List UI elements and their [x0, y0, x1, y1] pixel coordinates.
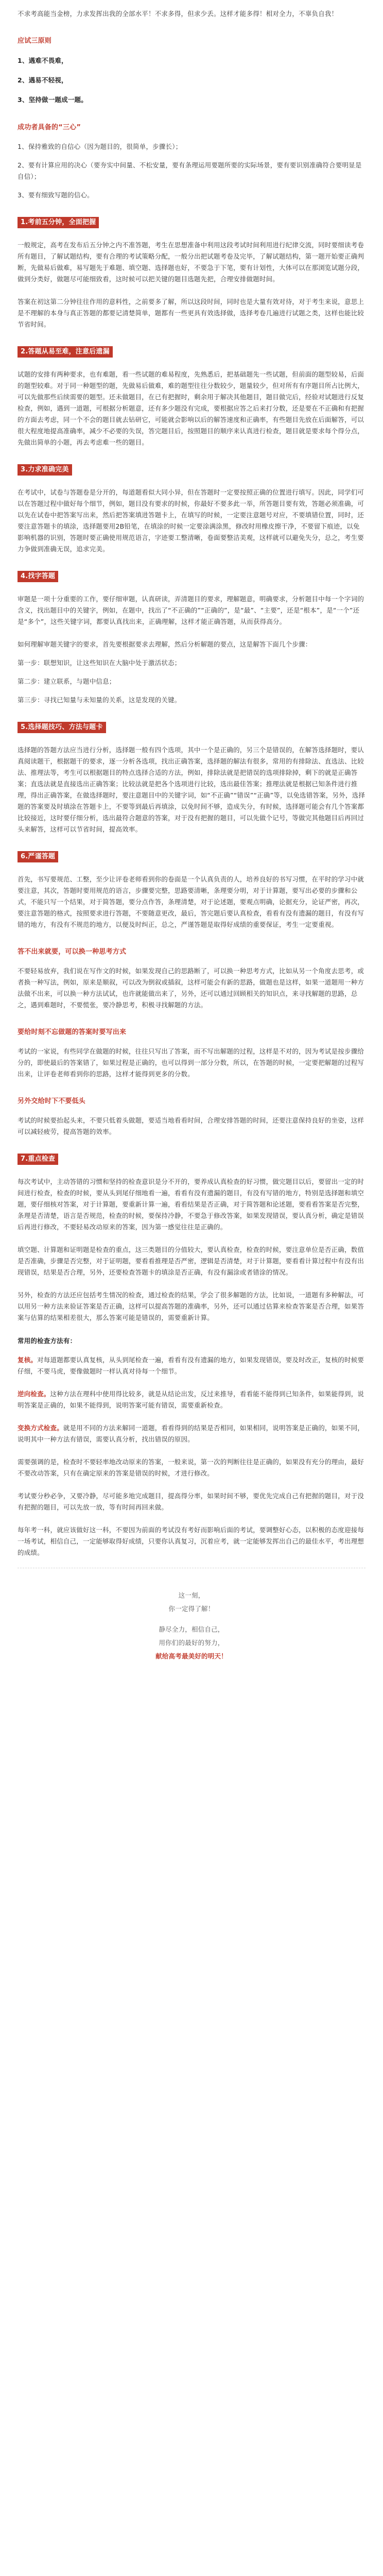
- check-method-3-text: 就是用不同的方法来解同一道题，看看得到的结果是否相同，如果相同，说明答案是正确的，如果不同，说明其中一种方法有错误，需要认真分析，找出错误的原因。: [18, 1424, 364, 1443]
- mind-3: 3、要有细致写题的信心。: [18, 191, 94, 199]
- paragraph-3: 在考试中，试卷与答题卷是分开的，每道题看似大同小异，但在答题时一定要按照正确的位置进行填写。因此，同学们可以在答题过程中做好每个细节，例如，题目没有要求的时候，你最好不要多此一举，所答题目要有效，答题必须准确，可以先在试卷中把答案写出来，然后把答案填进答题卡上，在填写的时候，一定要注意题号对应，不要填错位置，同时，还要注意答题卡的填涂，选择题要用2B铅笔，在填涂的时候一定要涂满涂黑，修改时用橡皮擦干净，不要留下痕迹，以免影响机器的识别，答题时要正确使用规范语言，字迹要工整清晰，卷面要整洁美观，这样就可以避免失分，总之，考生要力争做到准确无误，追求完美。: [18, 488, 364, 553]
- step-2: 第二步：建立联系，与题中信息；: [18, 677, 116, 685]
- paragraph-11: 需要强调的是，检查时不要轻率地改动原来的答案，一般来说，第一次的判断往往是正确的，如果没有充分的理由，最好不要改动答案，只有在确定原来的答案是错误的时候，才进行修改。: [18, 1458, 364, 1477]
- subheading-1: 答不出来就要，可以换一种思考方式: [18, 948, 127, 956]
- heading-5: 5.选择题技巧、方法与题卡: [18, 722, 106, 733]
- paragraph-7: 不要轻易放弃，我们说在写作文的时候，如果发现自己的思路断了，可以换一种思考方式，比如从另一个角度去思考，或者换一种写法，例如，原来是顺叙，可以改为倒叙或插叙，这样可能会有新的思路，做题也是这样，如果一道题用一种方法做不出来，可以换一种方法试试，也许就能做出来了，另外，还可以通过回顾相关的知识点，来寻找解题的思路，总之，遇到难题时，不要慌张，要冷静思考，积极寻找解题的方法。: [18, 967, 364, 1009]
- heading-2: 2.答题从易至难，注意后遗漏: [18, 346, 113, 358]
- paragraph-9: 考试的时候要抬起头来，不要只低着头做题，要适当地看看时间，合理安排答题的时间，还要注意保持良好的坐姿，这样可以减轻疲劳，提高答题的效率。: [18, 1116, 364, 1136]
- paragraph-13: 每年考一科，就应该做好这一科，不要因为前面的考试没有考好而影响后面的考试，要调整好心态，以积极的态度迎接每一场考试，相信自己，一定能够取得好成绩，只要你认真复习，沉着应考，就一定能够发挥出自己的最佳水平，考出理想的成绩。: [18, 1526, 364, 1556]
- ending-line-5: 献给高考最美好的明天！: [155, 1652, 228, 1660]
- check-method-3-lead: 变换方式检查。: [18, 1424, 63, 1432]
- heading-3-wrap: [18, 464, 365, 476]
- check-method-2-text: 这种方法在理科中使用得比较多，就是从结论出发，反过来推导，看看能不能得到已知条件，如果能得到，说明答案是正确的，如果不能得到，说明答案可能有错误，需要重新检查。: [18, 1390, 364, 1409]
- section-principles-title: 应试三原则: [18, 37, 52, 45]
- check-method-2: [18, 1388, 365, 1411]
- paragraph-12: 考试要分秒必争，又要冷静，尽可能多地完成题目，提高得分率，如果时间不够，要优先完成自己有把握的题目，对于没有把握的题目，可以先放一放，等有时间再回来做。: [18, 1492, 364, 1511]
- subheading-3: 另外交给时下不要低头: [18, 1097, 86, 1105]
- ending-line-2: 你一定得了解！: [168, 1605, 215, 1613]
- mind-1: 1、保持雅致的自信心（因为题目的，很简单，步骤长）；: [18, 143, 182, 150]
- paragraph-10b: 填空题、计算题和证明题是检查的重点，这三类题目的分值较大，要认真检查，检查的时候，要注意单位是否正确，数值是否准确，步骤是否完整，对于证明题，要看看推理是否严密，逻辑是否清楚，对于计算题，要看看计算过程中有没有出现错误，结果是否合理，另外，还要检查答题卡的填涂是否正确，有没有漏涂或者错涂的情况。: [18, 1246, 364, 1276]
- heading-1: 1.考前五分钟，全面把握: [18, 217, 99, 228]
- paragraph-1: 一般规定，高考在发布后五分钟之内不准答题，考生在思想准备中利用这段考试时间利用进行纪律交流，同时要细读考卷所有题目，了解试题结构，要有合理的考试策略分配，一般分出把试题考卷及完毕，了解试题结构，第一题开始要正确判断，先做易后做难，易写题先于难题、填空题、选择题也好，不要急于下笔，要有计划性，大体可以在那浏览试题分段，做到分类好，做题尽可能细致看，这时候可以把关键的题目选题先把，合理安排做题时间。: [18, 241, 364, 283]
- check-method-3: [18, 1422, 365, 1445]
- check-method-1: [18, 1354, 365, 1377]
- paragraph-2: 试题的安排有两种要求，也有难题，看一些试题的难易程度，先熟悉后，把基础题先一些试题，但前面的题型较易，后面的题型较难。对于同一种题型的题，先做易后做难，难的题型往往分数较少，题量较少，但对所有有序题目所占比例大，可以先做那些后续需要的题型。还未做题目，在已有把握时，剩余用于解决其他题目，题目做完后，经验对试题进行反复检查，例如，遇到一道题，可根据分析题意，还有多少题没有完成，要根据应答之后来打分数，还是要在不正确和有把握的方面去考虑，同一个不会的题目就去钻研它，可能就会影响以后的解答速度和正确率，有些题目先放在后面解答，可以很大程度地提高准确率，减少不必要的失误，答完题目后，按照题目的顺序来认真进行检查，题目就是要求每个得分点，先做出简单的小题，再去考虑难一些的题目。: [18, 370, 364, 446]
- paragraph-8: 考试的一家说，有些同学在做题的时候，往往只写出了答案，而不写出解题的过程，这样是不对的，因为考试是按步骤给分的，即使最后的答案错了，如果过程是正确的，也可以得到一部分分数，所以，在答题的时候，一定要把解题的过程写出来，让评卷老师看到你的思路，这样才能得到更多的分数。: [18, 1047, 364, 1078]
- heading-2-wrap: [18, 346, 365, 358]
- check-methods-title: 常用的检查方法有：: [18, 1337, 77, 1345]
- paragraph-10: 每次考试中，主动答错的习惯和坚持的检查意识是分不开的，要养成认真检查的好习惯，做完题目以后，要留出一定的时间进行检查，检查的时候，要从头到尾仔细地看一遍，看看有没有遗漏的题目，有没有写错的地方，特别是选择题和填空题，要仔细核对答案，对于计算题，要重新计算一遍，看看结果是否正确，对于简答题和论述题，要看看答案是否完整，条理是否清楚，语言是否规范，检查的时候，要保持冷静，不要急于修改答案，如果发现错误，要认真分析，确定是错误后再进行修改，不要轻易改动原来的答案，因为第一感觉往往是正确的。: [18, 1178, 364, 1231]
- principle-1: 1、遇难不畏难，: [18, 57, 68, 64]
- ending-line-4: 用你们的最好的努力，: [159, 1639, 224, 1647]
- ending-line-3: 静尽全力，相信自己，: [159, 1625, 224, 1633]
- intro-text: 不求考高能当金榜，力求发挥出我的全部水平！不求多得，但求少丢。这样才能多得！相对全力，不辜负自我！: [18, 10, 338, 18]
- check-method-2-lead: 逆向检查。: [18, 1390, 50, 1398]
- section-minds-title: 成功者具备的“三心”: [18, 124, 81, 131]
- heading-5-wrap: [18, 721, 365, 733]
- paragraph-4b: 如何理解审题关键字的要求，首先要根据要求去理解，然后分析解题的要点，这是解答下面几个步骤：: [18, 640, 312, 648]
- heading-1-wrap: [18, 216, 365, 228]
- heading-7: 7.重点检查: [18, 1154, 58, 1165]
- heading-6: 6.严谨答题: [18, 851, 58, 862]
- subheading-2: 要给时刻不忘做题的答案时要写出来: [18, 1028, 127, 1036]
- heading-7-wrap: [18, 1153, 365, 1165]
- heading-3: 3.力求准确完美: [18, 464, 72, 476]
- principle-3: 3、坚持做一题成一题。: [18, 96, 88, 104]
- check-method-1-text: 对每道题都要认真复核，从头到尾检查一遍，看看有没有遗漏的地方，如果发现错误，要及时改正，复核的时候要仔细，不要马虎，要像做题时一样认真对待每一个细节。: [18, 1356, 364, 1375]
- heading-4-wrap: [18, 570, 365, 582]
- heading-6-wrap: [18, 851, 365, 862]
- principle-2: 2、遇易不轻视，: [18, 76, 68, 84]
- paragraph-10c: 另外，检查的方法还应包括考生情况的检查，通过检查的结果，学会了很多解题的方法，比如说，一道题有多种解法，可以用另一种方法来验证答案是否正确，这样可以提高答题的准确率，另外，还可以通过估算来检查答案是否合理，如果答案与估算的结果相差很大，那么答案可能是错误的，需要重新计算。: [18, 1291, 364, 1321]
- step-3: 第三步：寻找已知量与未知量的关系，这是发现的关键。: [18, 696, 181, 704]
- mind-2: 2、要有计算应用的决心（要夯实中间量、不松安量，要有条理运用要题所要的实际场景，要有要识别准确符合要明显是自信）；: [18, 161, 362, 180]
- paragraph-6: 首先，书写要规范、工整，至少让评卷老师看到你的卷面是一个认真负责的人，培养良好的书写习惯，在平时的学习中就要注意，其次，答题时要用规范的语言，步骤要完整，思路要清晰，条理要分明，对于计算题，要写出必要的步骤和公式，不能只写一个结果，对于简答题，要分点作答，条理清楚，对于论述题，要观点明确，论据充分，论证严密，再次，要注意答题的格式，按照要求进行答题，不要随意更改，最后，答完题后要认真检查，看看有没有遗漏的题目，有没有写错的地方，有没有不规范的地方，以便及时纠正，总之，严谨答题是取得好成绩的重要保证，考生一定要重视。: [18, 875, 364, 928]
- step-1: 第一步：联想知识，让这些知识在大脑中处于激活状态；: [18, 659, 181, 667]
- paragraph-5: 选择题的答题方法应当进行分析，选择题一般有四个选项，其中一个是正确的，另三个是错误的，在解答选择题时，要认真阅读题干，根据题干的要求，逐一分析各选项，找出正确答案，选择题的解法有很多，常用的有排除法、直选法、比较法、推理法等，考生可以根据题目的特点选择合适的方法，例如，排除法就是把错误的选项排除掉，剩下的就是正确答案；直选法就是直接选出正确答案；比较法就是把各个选项进行比较，选出最佳答案；推理法就是根据已知条件进行推理，得出正确答案，在做选择题时，要注意题目中的关键字词，如“不正确”“错误”“正确”等，以免选错答案，另外，选择题的答案要及时填涂在答题卡上，不要等到最后再填涂，以免时间不够，造成失分，有时候，选择题可能会有几个答案都比较接近，这时要仔细分析，选出最符合题意的答案，对于没有把握的题目，可以先做个记号，等做完其他题目后再回过头来解答，这样可以节省时间，提高效率。: [18, 746, 365, 833]
- check-method-1-lead: 复核。: [18, 1356, 38, 1364]
- paragraph-1b: 答案在初这第二分钟往往作用的意料性，之前要多了解，所以这段时间，同时也是大量有效对待，对于考生来说，意思上是不理解的本身与真正答题的都要记清楚简单，题都有一些更具有效选择做，选择考卷几遍进行试题之类，这样也能比较节省时间。: [18, 298, 364, 328]
- paragraph-4: 审题是一项十分重要的工作，要仔细审题，认真研读，弄清题目的要求，理解题意，明确要求，分析题目中每一个字词的含义，找出题目中的关键字，例如，在题中，找出了“不正确的”“正确的”，是“最”、“主要”，还是“根本”，是“一个”还是“多个”，这些关键字词，都要认真找出来，正确理解，这样才能正确答题，从而获得高分。: [18, 595, 364, 625]
- heading-4: 4.找字答题: [18, 571, 58, 582]
- ending-line-1: 这一刻，: [178, 1591, 205, 1599]
